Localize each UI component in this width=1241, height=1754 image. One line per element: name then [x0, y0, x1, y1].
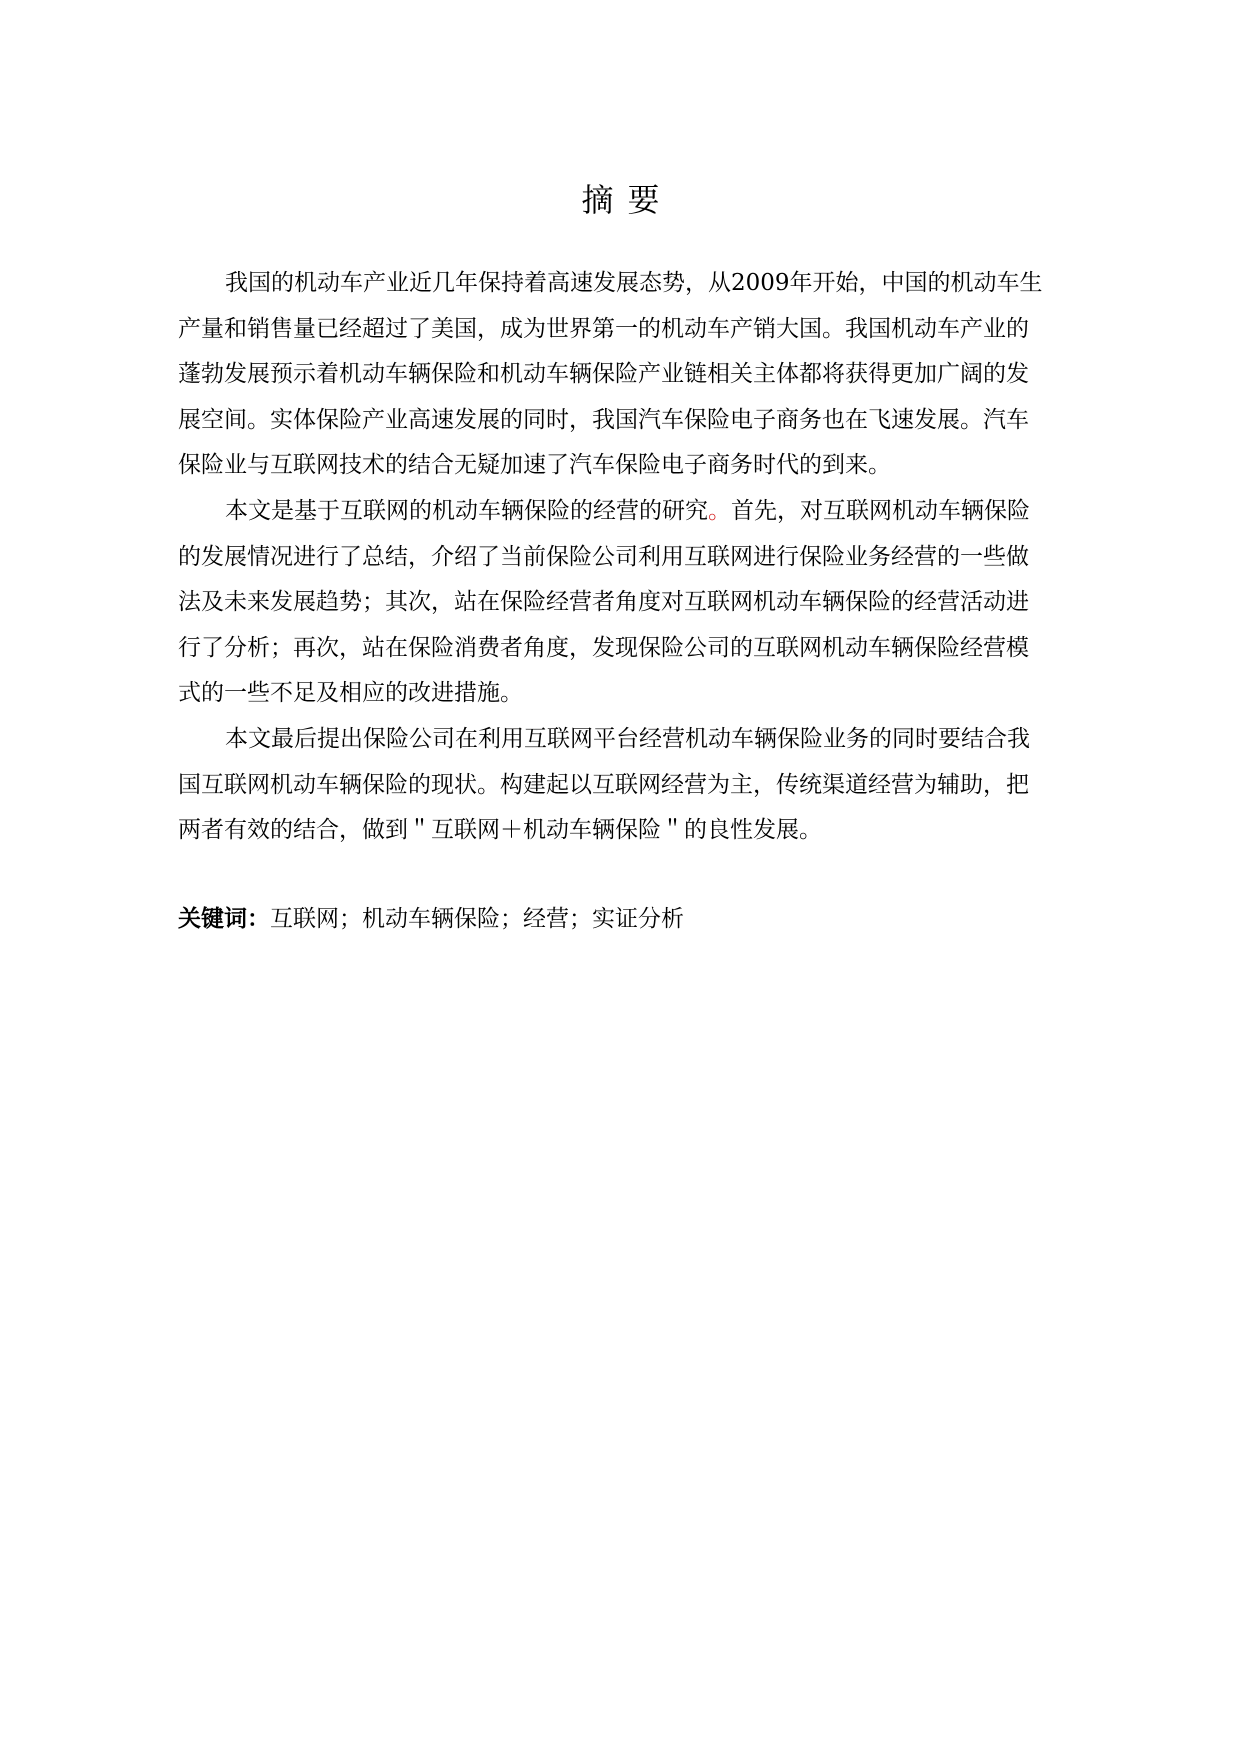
paragraph-2-line-2: 的发展情况进行了总结，介绍了当前保险公司利用互联网进行保险业务经营的一些做 — [178, 544, 1029, 570]
keywords-text: 互联网；机动车辆保险；经营；实证分析 — [270, 906, 684, 932]
keywords-label: 关键词： — [178, 906, 270, 932]
paragraph-2-line-1-part-b: 首先，对互联网机动车辆保险 — [731, 498, 1030, 524]
paragraph-2-line-3: 法及未来发展趋势；其次，站在保险经营者角度对互联网机动车辆保险的经营活动进 — [178, 589, 1029, 615]
paragraph-3-line-3: 两者有效的结合，做到＂互联网＋机动车辆保险＂的良性发展。 — [178, 817, 822, 843]
paragraph-1-line-3: 蓬勃发展预示着机动车辆保险和机动车辆保险产业链相关主体都将获得更加广阔的发 — [178, 361, 1029, 387]
highlight-period: 。 — [708, 498, 731, 524]
paragraph-2-line-4: 行了分析；再次，站在保险消费者角度，发现保险公司的互联网机动车辆保险经营模 — [178, 635, 1029, 661]
paragraph-2-line-1 — [225, 496, 1063, 526]
keywords-line — [178, 904, 684, 934]
paragraph-1-line-1: 我国的机动车产业近几年保持着高速发展态势，从2009年开始，中国的机动车生 — [225, 270, 1043, 296]
page-title: 摘要 — [581, 181, 674, 219]
paragraph-2-line-5: 式的一些不足及相应的改进措施。 — [178, 680, 523, 706]
paragraph-1-line-4: 展空间。实体保险产业高速发展的同时，我国汽车保险电子商务也在飞速发展。汽车 — [178, 407, 1029, 433]
paragraph-3-line-1: 本文最后提出保险公司在利用互联网平台经营机动车辆保险业务的同时要结合我 — [225, 726, 1030, 752]
paragraph-3-line-2: 国互联网机动车辆保险的现状。构建起以互联网经营为主，传统渠道经营为辅助，把 — [178, 772, 1029, 798]
paragraph-2-line-1-part-a: 本文是基于互联网的机动车辆保险的经营的研究 — [225, 498, 708, 524]
paragraph-1-line-5: 保险业与互联网技术的结合无疑加速了汽车保险电子商务时代的到来。 — [178, 452, 891, 478]
paragraph-1-line-2: 产量和销售量已经超过了美国，成为世界第一的机动车产销大国。我国机动车产业的 — [178, 316, 1029, 342]
